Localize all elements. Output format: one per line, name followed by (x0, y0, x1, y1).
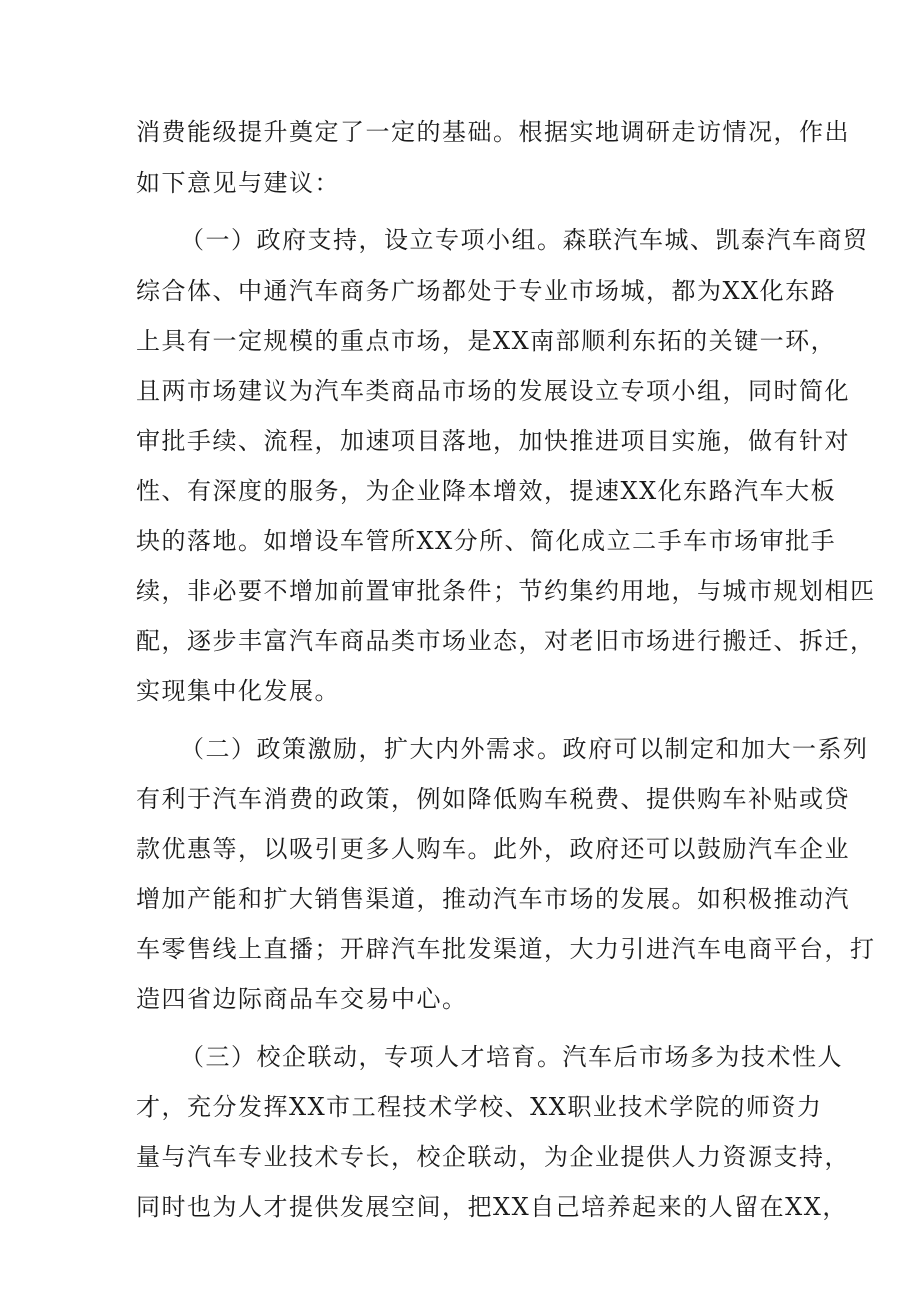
section-2-line-4: 增加产能和扩大销售渠道，推动汽车市场的发展。如积极推动汽 (136, 885, 850, 913)
section-3-line-1: （三）校企联动，专项人才培育。汽车后市场多为技术性人 (180, 1043, 843, 1071)
section-3-line-3: 量与汽车专业技术专长，校企联动，为企业提供人力资源支持， (136, 1143, 850, 1171)
intro-line-1: 消费能级提升奠定了一定的基础。根据实地调研走访情况，作出 (136, 118, 850, 146)
section-1-line-6: 性、有深度的服务，为企业降本增效，提速XX化东路汽车大板 (136, 477, 837, 505)
section-1-line-9: 配，逐步丰富汽车商品类市场业态，对老旧市场进行搬迁、拆迁， (136, 627, 876, 655)
section-2-line-5: 车零售线上直播；开辟汽车批发渠道，大力引进汽车电商平台，打 (136, 935, 876, 963)
section-1-line-8: 续，非必要不增加前置审批条件；节约集约用地，与城市规划相匹 (136, 577, 876, 605)
section-2-line-1: （二）政策激励，扩大内外需求。政府可以制定和加大一系列 (180, 735, 869, 763)
section-1-line-10: 实现集中化发展。 (136, 677, 340, 705)
section-1-line-7: 块的落地。如增设车管所XX分所、简化成立二手车市场审批手 (136, 527, 837, 555)
section-3-line-2: 才，充分发挥XX市工程技术学校、XX职业技术学院的师资力 (136, 1093, 823, 1121)
intro-line-2: 如下意见与建议： (136, 169, 340, 197)
section-3-line-4: 同时也为人才提供发展空间，把XX自己培养起来的人留在XX， (136, 1193, 848, 1221)
section-1-line-5: 审批手续、流程，加速项目落地，加快推进项目实施，做有针对 (136, 427, 850, 455)
section-1-line-2: 综合体、中通汽车商务广场都处于专业市场城，都为XX化东路 (136, 277, 837, 305)
section-2-line-6: 造四省边际商品车交易中心。 (136, 985, 468, 1013)
section-1-line-1: （一）政府支持，设立专项小组。森联汽车城、凯泰汽车商贸 (180, 226, 869, 254)
section-2-line-2: 有利于汽车消费的政策，例如降低购车税费、提供购车补贴或贷 (136, 785, 850, 813)
section-2-line-3: 款优惠等，以吸引更多人购车。此外，政府还可以鼓励汽车企业 (136, 835, 850, 863)
section-1-line-4: 且两市场建议为汽车类商品市场的发展设立专项小组，同时简化 (136, 377, 850, 405)
section-1-line-3: 上具有一定规模的重点市场，是XX南部顺利东拓的关键一环， (136, 327, 837, 355)
